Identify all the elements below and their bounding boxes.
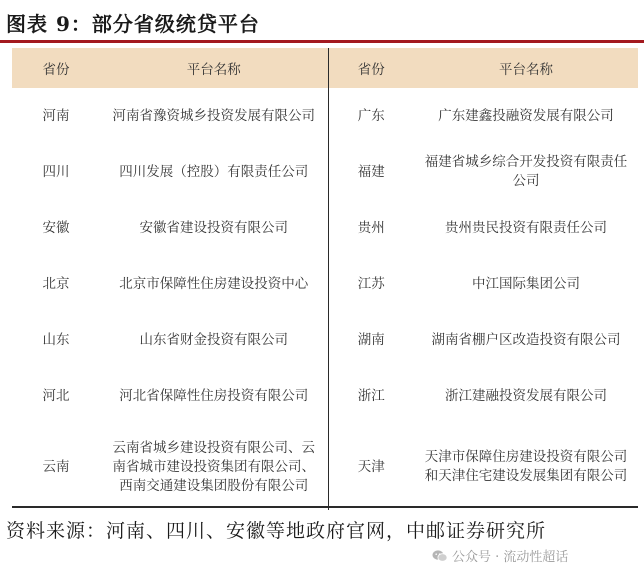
province-cell: 江苏	[328, 256, 414, 312]
table-row	[12, 312, 638, 368]
figure-header	[0, 0, 644, 44]
platform-cell: 福建省城乡综合开发投资有限责任公司	[424, 154, 628, 189]
platform-cell: 广东建鑫投融资发展有限公司	[438, 107, 614, 124]
province-cell: 湖南	[328, 312, 414, 368]
header-province-left: 省份	[12, 48, 100, 88]
platform-cell: 河北省保障性住房投资有限公司	[119, 387, 309, 404]
table-bottom-rule	[12, 506, 638, 508]
platform-cell: 安徽省建设投资有限公司	[139, 219, 288, 236]
platform-cell: 天津市保障住房建设投资有限公司和天津住宅建设发展集团有限公司	[424, 449, 628, 484]
source-note: 资料来源：河南、四川、安徽等地政府官网，中邮证券研究所	[6, 520, 547, 542]
province-cell: 山东	[42, 331, 70, 348]
platform-cell: 云南省城乡建设投资有限公司、云南省城市建设投资集团有限公司、西南交通建设集团股份有限公司	[112, 439, 315, 494]
platform-cell: 贵州贵民投资有限责任公司	[445, 219, 607, 236]
watermark-text: 公众号 · 流动性超话	[452, 550, 569, 565]
table-row	[12, 88, 638, 144]
header-platform-right: 平台名称	[414, 48, 638, 88]
province-cell: 河南	[42, 107, 70, 124]
province-cell: 广东	[328, 88, 414, 144]
table-row	[12, 144, 638, 200]
province-cell: 天津	[328, 424, 414, 510]
province-cell: 云南	[42, 458, 70, 475]
header-platform-left: 平台名称	[100, 48, 328, 88]
table-row	[12, 256, 638, 312]
platform-cell: 河南省豫资城乡投资发展有限公司	[112, 107, 315, 124]
table-row	[12, 200, 638, 256]
province-cell: 安徽	[42, 219, 70, 236]
table-row	[12, 424, 638, 510]
figure-title: 图表 9：部分省级统贷平台	[6, 12, 260, 36]
table-row	[12, 368, 638, 424]
title-rule	[0, 40, 644, 43]
platform-cell: 湖南省棚户区改造投资有限公司	[431, 331, 621, 348]
platform-cell: 中江国际集团公司	[472, 275, 580, 292]
province-cell: 北京	[42, 275, 70, 292]
header-province-right: 省份	[328, 48, 414, 88]
platform-table	[12, 48, 638, 510]
province-cell: 贵州	[328, 200, 414, 256]
wechat-icon	[432, 549, 448, 563]
table-header-row	[12, 48, 638, 88]
platform-cell: 山东省财金投资有限公司	[139, 331, 288, 348]
province-cell: 福建	[328, 144, 414, 200]
province-cell: 四川	[42, 163, 70, 180]
platform-cell: 四川发展（控股）有限责任公司	[119, 163, 309, 180]
watermark	[432, 546, 568, 565]
province-cell: 浙江	[328, 368, 414, 424]
province-cell: 河北	[42, 387, 70, 404]
platform-cell: 浙江建融投资发展有限公司	[445, 387, 607, 404]
platform-cell: 北京市保障性住房建设投资中心	[119, 275, 309, 292]
